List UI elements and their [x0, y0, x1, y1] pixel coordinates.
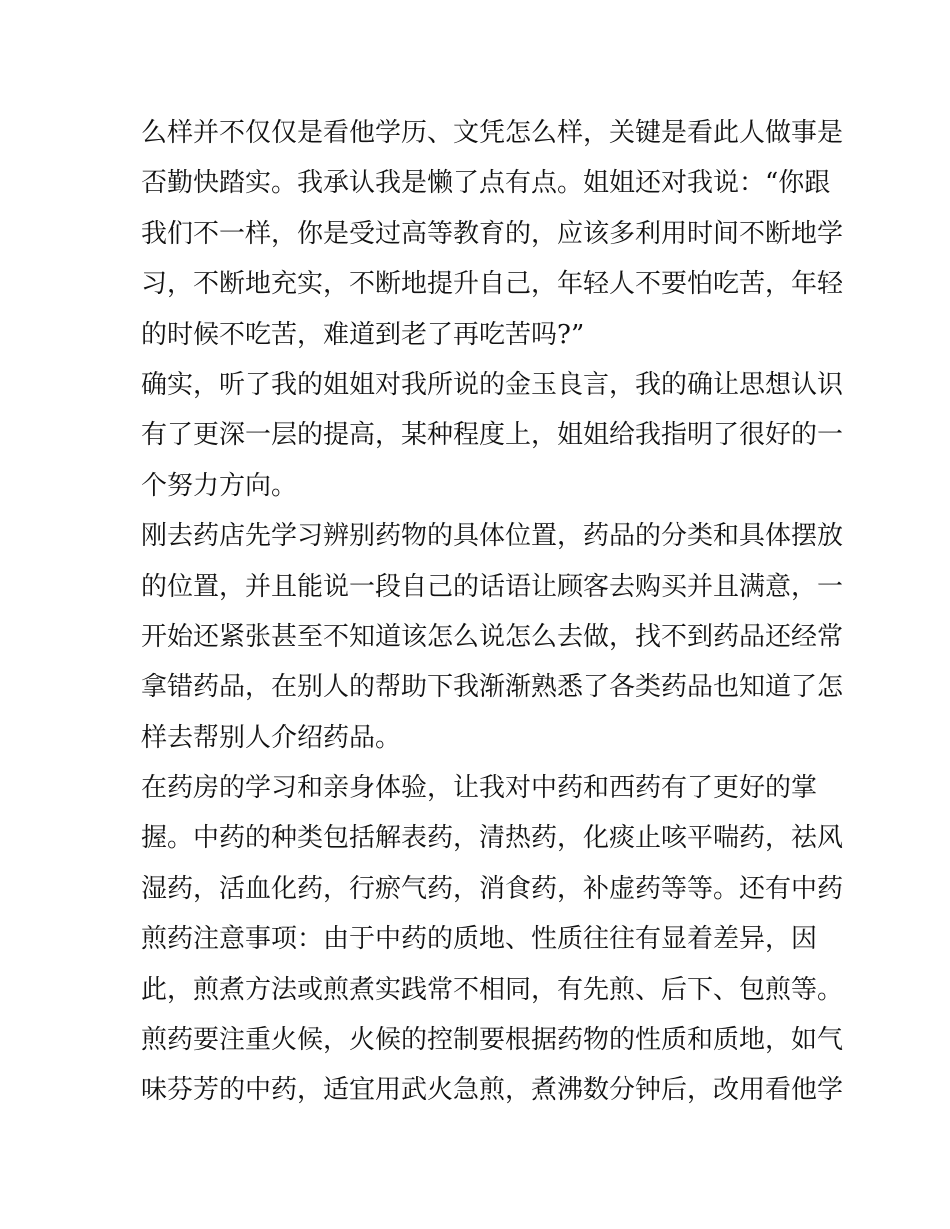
text-line: 确实，听了我的姐姐对我所说的金玉良言，我的确让思想认识: [141, 369, 844, 400]
text-line: 握。中药的种类包括解表药，清热药，化痰止咳平喘药，祛风: [141, 823, 844, 854]
text-line: 刚去药店先学习辨别药物的具体位置，药品的分类和具体摆放: [141, 521, 844, 552]
text-line: 味芬芳的中药，适宜用武火急煎，煮沸数分钟后，改用看他学: [141, 1075, 844, 1106]
text-line: 样去帮别人介绍药品。: [141, 722, 402, 753]
text-line: 拿错药品，在别人的帮助下我渐渐熟悉了各类药品也知道了怎: [141, 672, 844, 703]
text-line: 么样并不仅仅是看他学历、文凭怎么样，关键是看此人做事是: [141, 118, 844, 148]
text-line: 开始还紧张甚至不知道该怎么说怎么去做，找不到药品还经常: [141, 621, 844, 652]
text-line: 湿药，活血化药，行瘀气药，消食药，补虚药等等。还有中药: [141, 873, 844, 904]
text-line: 的时候不吃苦，难道到老了再吃苦吗?”: [141, 319, 585, 350]
text-line: 我们不一样，你是受过高等教育的，应该多利用时间不断地学: [141, 218, 844, 249]
text-line: 的位置，并且能说一段自己的话语让顾客去购买并且满意，一: [141, 571, 844, 602]
body-text: [141, 108, 844, 1116]
text-line: 煎药要注重火候，火候的控制要根据药物的性质和质地，如气: [141, 1025, 844, 1056]
text-line: 个努力方向。: [141, 470, 298, 501]
text-line: 在药房的学习和亲身体验，让我对中药和西药有了更好的掌: [141, 773, 818, 804]
text-line: 有了更深一层的提高，某种程度上，姐姐给我指明了很好的一: [141, 420, 844, 451]
text-line: 煎药注意事项：由于中药的质地、性质往往有显着差异，因: [141, 924, 818, 955]
text-line: 习，不断地充实，不断地提升自己，年轻人不要怕吃苦，年轻: [141, 269, 844, 300]
text-line: 否勤快踏实。我承认我是懒了点有点。姐姐还对我说：“你跟: [141, 168, 831, 199]
text-line: 此，煎煮方法或煎煮实践常不相同，有先煎、后下、包煎等。: [141, 974, 844, 1005]
